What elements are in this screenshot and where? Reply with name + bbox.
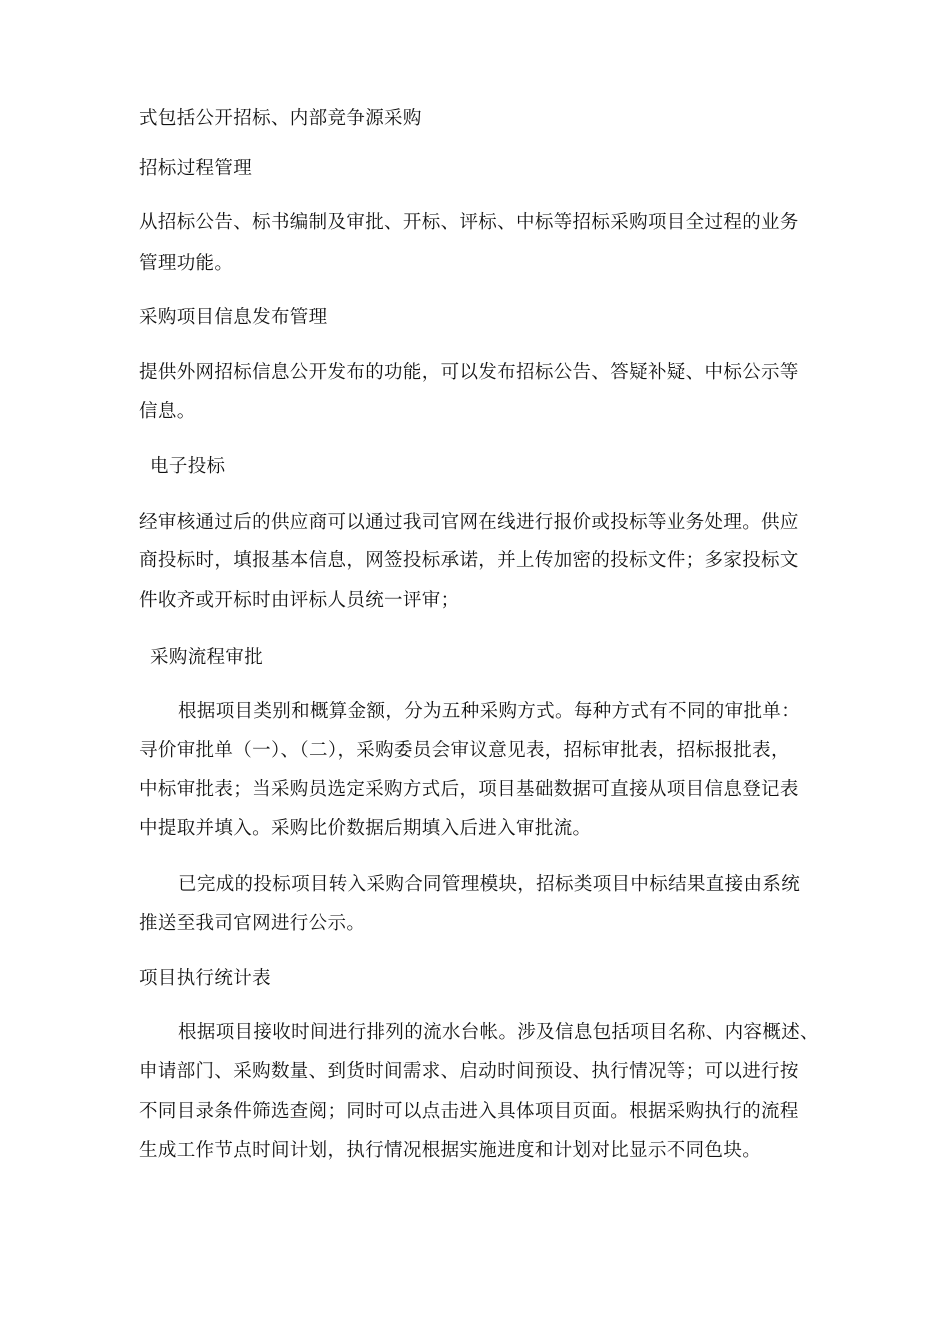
paragraph-line: 不同目录条件筛选查阅；同时可以点击进入具体项目页面。根据采购执行的流程 xyxy=(139,1101,799,1122)
paragraph-line: 中标审批表；当采购员选定采购方式后，项目基础数据可直接从项目信息登记表 xyxy=(139,779,799,800)
paragraph-line: 从招标公告、标书编制及审批、开标、评标、中标等招标采购项目全过程的业务 xyxy=(139,212,799,233)
paragraph-line: 寻价审批单（一）、（二），采购委员会审议意见表，招标审批表，招标报批表， xyxy=(139,740,790,761)
paragraph-line: 根据项目类别和概算金额，分为五种采购方式。每种方式有不同的审批单： xyxy=(178,701,801,722)
section-heading: 电子投标 xyxy=(150,456,226,477)
paragraph-line: 推送至我司官网进行公示。 xyxy=(139,913,366,934)
section-heading: 项目执行统计表 xyxy=(139,968,271,989)
section-heading: 采购流程审批 xyxy=(150,647,264,668)
paragraph-line: 根据项目接收时间进行排列的流水台帐。涉及信息包括项目名称、内容概述、 xyxy=(178,1022,819,1043)
paragraph-line: 中提取并填入。采购比价数据后期填入后进入审批流。 xyxy=(139,818,592,839)
paragraph-line: 商投标时，填报基本信息，网签投标承诺，并上传加密的投标文件；多家投标文 xyxy=(139,550,799,571)
paragraph-line: 式包括公开招标、内部竞争源采购 xyxy=(139,108,422,129)
paragraph-line: 管理功能。 xyxy=(139,253,234,274)
paragraph-line: 经审核通过后的供应商可以通过我司官网在线进行报价或投标等业务处理。供应 xyxy=(139,512,799,533)
paragraph-line: 件收齐或开标时由评标人员统一评审； xyxy=(139,590,460,611)
paragraph-line: 生成工作节点时间计划，执行情况根据实施进度和计划对比显示不同色块。 xyxy=(139,1140,762,1161)
section-heading: 采购项目信息发布管理 xyxy=(139,307,328,328)
paragraph-line: 已完成的投标项目转入采购合同管理模块，招标类项目中标结果直接由系统 xyxy=(178,874,801,895)
section-heading: 招标过程管理 xyxy=(139,158,253,179)
paragraph-line: 申请部门、采购数量、到货时间需求、启动时间预设、执行情况等；可以进行按 xyxy=(139,1061,799,1082)
paragraph-line: 提供外网招标信息公开发布的功能，可以发布招标公告、答疑补疑、中标公示等 xyxy=(139,362,799,383)
paragraph-line: 信息。 xyxy=(139,401,196,422)
